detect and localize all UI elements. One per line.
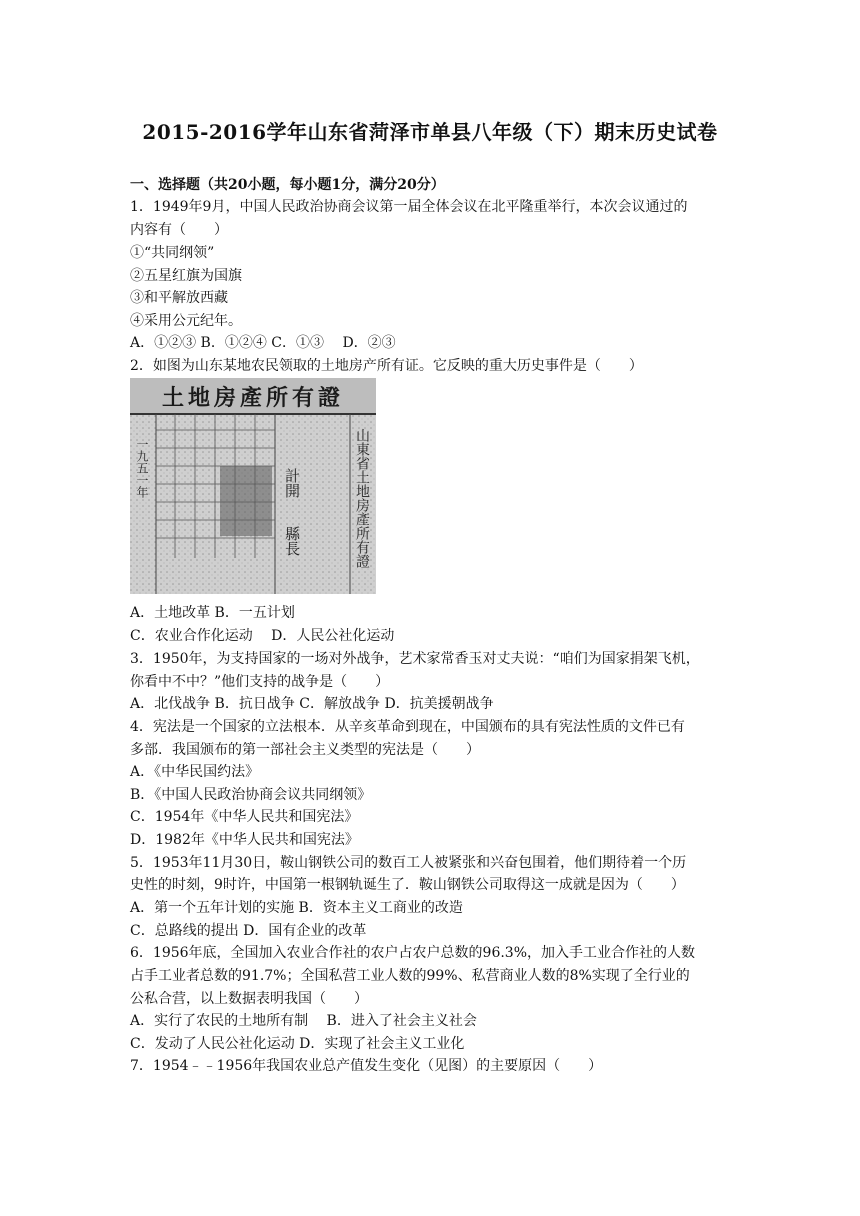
option-line: ③和平解放西藏 bbox=[130, 290, 228, 306]
option-line: A．土地改革 B．一五计划 bbox=[130, 605, 295, 621]
question-line: 多部．我国颁布的第一部社会主义类型的宪法是（ ） bbox=[130, 742, 480, 758]
question-line: 6．1956年底，全国加入农业合作社的农户占农户总数的96.3%，加入手工业合作社的人数 bbox=[130, 945, 696, 961]
option-line: A．北伐战争 B．抗日战争 C．解放战争 D．抗美援朝战争 bbox=[130, 696, 494, 712]
question-line: 史性的时刻，9时许，中国第一根钢轨诞生了．鞍山钢铁公司取得这一成就是因为（ ） bbox=[130, 877, 685, 893]
certificate-left-column: 一九五一年 bbox=[135, 438, 149, 498]
option-line: A．第一个五年计划的实施 B．资本主义工商业的改造 bbox=[130, 900, 463, 916]
option-line: B．《中国人民政治协商会议共同纲领》 bbox=[130, 787, 372, 803]
option-line: A．《中华民国约法》 bbox=[130, 764, 260, 780]
certificate-mid-a: 計開 bbox=[283, 468, 301, 498]
question-line: 7．1954﹣﹣1956年我国农业总产值发生变化（见图）的主要原因（ ） bbox=[130, 1058, 603, 1074]
land-certificate-photo bbox=[130, 378, 376, 594]
option-line: C．1954年《中华人民共和国宪法》 bbox=[130, 809, 359, 825]
answer-choices: A．①②③ B．①②④ C．①③ D．②③ bbox=[130, 335, 396, 351]
question-line: 你看中不中？”他们支持的战争是（ ） bbox=[130, 674, 390, 690]
question-line: 2．如图为山东某地农民领取的土地房产所有证。它反映的重大历史事件是（ ） bbox=[130, 358, 643, 374]
option-line: C．总路线的提出 D．国有企业的改革 bbox=[130, 923, 367, 939]
question-line: 3．1950年，为支持国家的一场对外战争，艺术家常香玉对丈夫说：“咱们为国家捐架飞机， bbox=[130, 651, 700, 667]
certificate-mid-b: 縣長 bbox=[283, 526, 301, 556]
question-line: 1．1949年9月，中国人民政治协商会议第一届全体会议在北平隆重举行，本次会议通过的 bbox=[130, 199, 688, 215]
option-line: C．农业合作化运动 D．人民公社化运动 bbox=[130, 628, 395, 644]
option-line: C．发动了人民公社化运动 D．实现了社会主义工业化 bbox=[130, 1036, 465, 1052]
question-line: 4．宪法是一个国家的立法根本．从辛亥革命到现在，中国颁布的具有宪法性质的文件已有 bbox=[130, 719, 685, 735]
question-line: 内容有（ ） bbox=[130, 222, 228, 238]
option-line: ①“共同纲领” bbox=[130, 245, 215, 261]
option-line: ④采用公元纪年。 bbox=[130, 313, 242, 329]
section-heading: 一、选择题（共20小题，每小题1分，满分20分） bbox=[130, 177, 445, 193]
question-line: 5．1953年11月30日，鞍山钢铁公司的数百工人被紧张和兴奋包围着，他们期待着一个历 bbox=[130, 855, 687, 871]
certificate-header: 土地房產所有證 bbox=[161, 385, 345, 411]
page-title: 2015-2016学年山东省菏泽市单县八年级（下）期末历史试卷 bbox=[142, 120, 718, 144]
option-line: D．1982年《中华人民共和国宪法》 bbox=[130, 832, 359, 848]
question-line: 公私合营，以上数据表明我国（ ） bbox=[130, 991, 368, 1007]
option-line: ②五星红旗为国旗 bbox=[130, 268, 242, 284]
certificate-side-text: 山東省土地房產所有證 bbox=[354, 428, 370, 568]
question-line: 占手工业者总数的91.7%；全国私营工业人数的99%、私营商业人数的8%实现了全行业的 bbox=[130, 968, 690, 984]
option-line: A．实行了农民的土地所有制 B．进入了社会主义社会 bbox=[130, 1013, 477, 1029]
